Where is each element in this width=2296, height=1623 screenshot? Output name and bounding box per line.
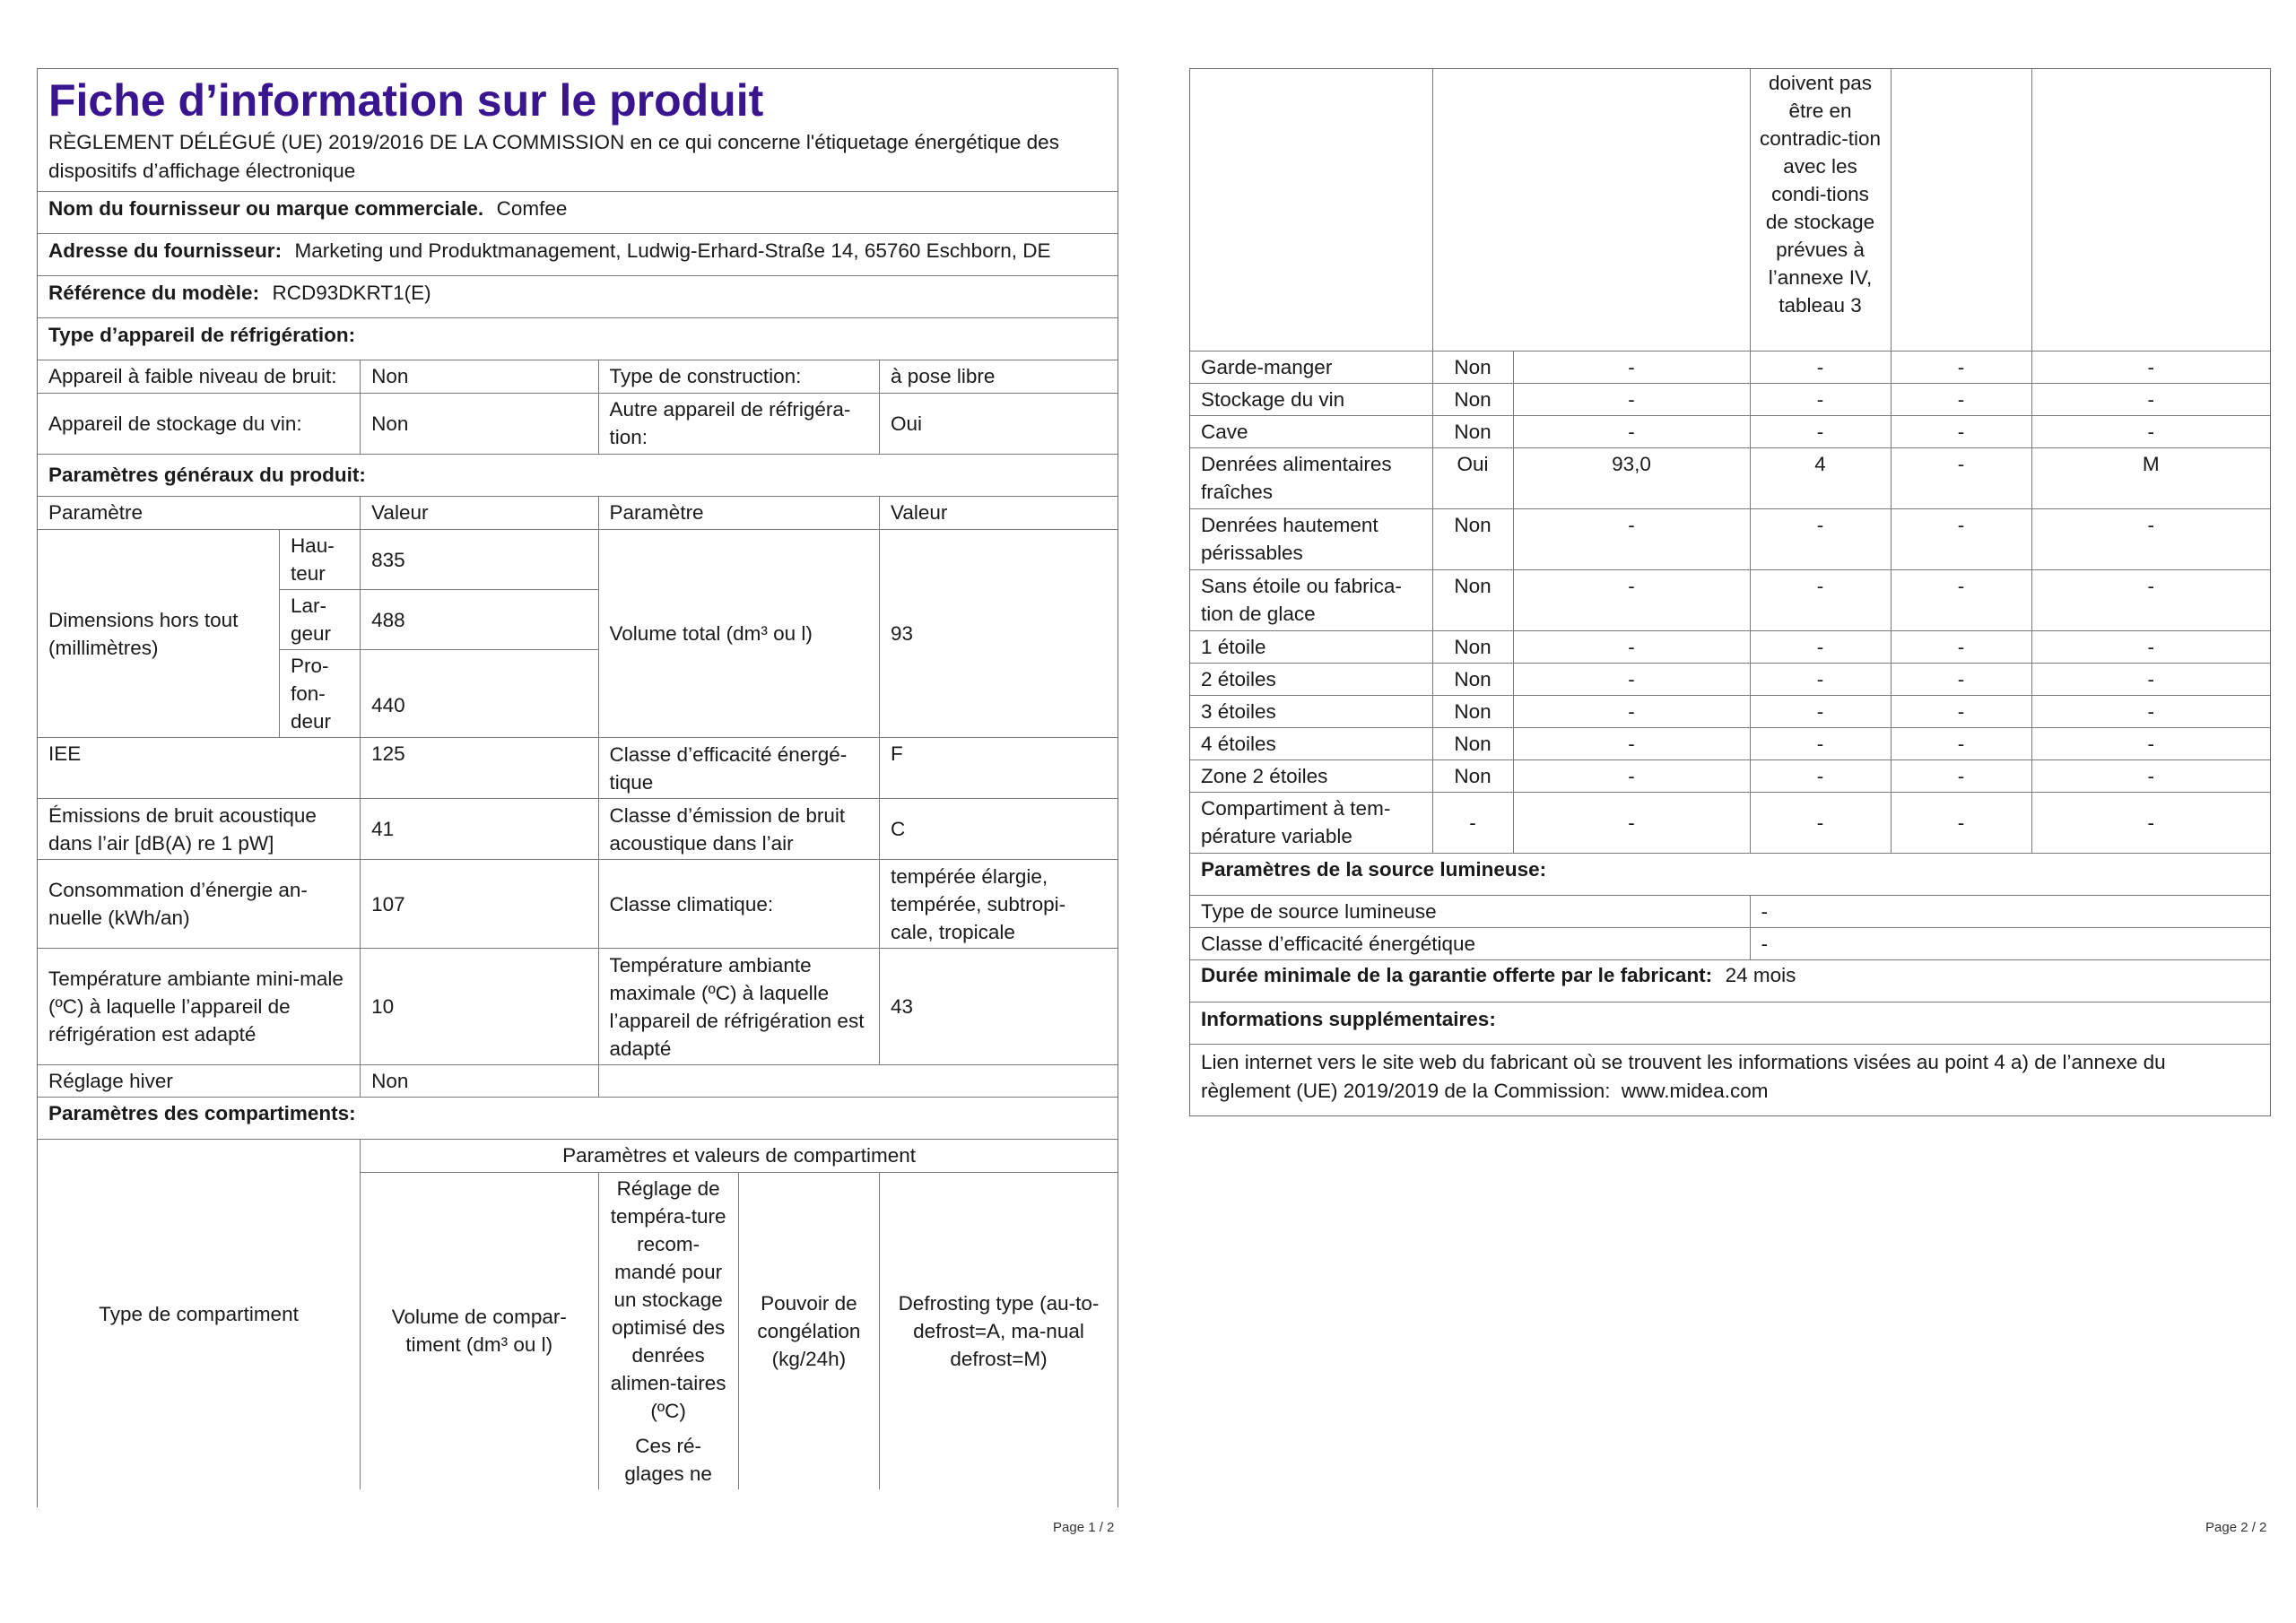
compartment-defrost: M	[2031, 447, 2270, 508]
compartment-name: Stockage du vin	[1190, 383, 1432, 415]
compartment-temp: -	[1750, 759, 1891, 792]
compartment-defrost: -	[2031, 351, 2270, 383]
compartment-name: Garde-manger	[1190, 351, 1432, 383]
compartment-freeze: -	[1891, 569, 2031, 630]
compartment-row	[1190, 508, 2270, 569]
page-title: Fiche d’information sur le produit	[48, 75, 764, 126]
depth-value: 440	[361, 650, 598, 738]
other-value: Oui	[880, 393, 1118, 454]
page-2	[1189, 68, 2271, 1116]
compartment-present: Non	[1432, 569, 1513, 630]
model-value: RCD93DKRT1(E)	[272, 282, 431, 304]
compartment-defrost: -	[2031, 508, 2270, 569]
compartment-row	[1190, 630, 2270, 663]
warranty-label: Durée minimale de la garantie offerte par le fabricant:	[1201, 964, 1713, 986]
supplier-row	[38, 192, 1118, 234]
comp-temp-header-cell	[598, 1172, 738, 1489]
comp-temp-header: Réglage de tempéra-ture recom-mandé pour un stockage optimisé des denrées alimen-taires (ºC)	[610, 1176, 726, 1422]
compartment-volume: -	[1513, 569, 1750, 630]
compartment-defrost: -	[2031, 415, 2270, 447]
appliance-type-table	[38, 360, 1118, 497]
compartment-row	[1190, 663, 2270, 695]
compartment-header-table	[38, 1140, 1118, 1489]
noise-value: 41	[361, 799, 598, 860]
compartment-row	[1190, 415, 2270, 447]
light-heading: Paramètres de la source lumineuse:	[1190, 853, 2270, 895]
comp-defrost-header: Defrosting type (au-to-defrost=A, ma-nual defrost=M)	[880, 1172, 1118, 1489]
compartment-freeze: -	[1891, 508, 2031, 569]
compartment-name: 2 étoiles	[1190, 663, 1432, 695]
construction-label: Type de construction:	[598, 360, 880, 393]
compartment-defrost: -	[2031, 630, 2270, 663]
compartment-row	[1190, 727, 2270, 759]
climate-label: Classe climatique:	[598, 860, 880, 949]
compartment-row	[1190, 351, 2270, 383]
comp-volume-header: Volume de compar-timent (dm³ ou l)	[361, 1172, 598, 1489]
comp-heading: Paramètres des compartiments:	[38, 1098, 1118, 1140]
climate-value: tempérée élargie, tempérée, subtropi-cale, tropicale	[880, 860, 1118, 949]
compartment-freeze: -	[1891, 792, 2031, 853]
light-source-table	[1190, 896, 2270, 961]
compartment-temp: -	[1750, 351, 1891, 383]
header-block	[38, 69, 1118, 192]
eff-class-label: Classe d’efficacité énergé-tique	[598, 738, 880, 799]
compartment-volume: -	[1513, 759, 1750, 792]
width-value: 488	[361, 590, 598, 650]
wine-label: Appareil de stockage du vin:	[38, 393, 361, 454]
model-label: Référence du modèle:	[48, 282, 260, 304]
compartment-temp: -	[1750, 695, 1891, 727]
compartment-temp: 4	[1750, 447, 1891, 508]
compartment-temp: -	[1750, 630, 1891, 663]
page-1	[37, 68, 1118, 1507]
dimensions-label: Dimensions hors tout (millimètres)	[38, 530, 279, 738]
col-value-1: Valeur	[361, 497, 598, 530]
light-class-value: -	[1750, 928, 2270, 960]
address-row	[38, 234, 1118, 276]
compartment-freeze: -	[1891, 727, 2031, 759]
comp-freeze-header: Pouvoir de congélation (kg/24h)	[738, 1172, 879, 1489]
energy-label: Consommation d’énergie an-nuelle (kWh/an)	[38, 860, 361, 949]
eff-class-value: F	[880, 738, 1118, 799]
compartment-volume: -	[1513, 695, 1750, 727]
compartment-temp: -	[1750, 792, 1891, 853]
type-heading: Type d’appareil de réfrigération:	[48, 324, 356, 346]
tmax-value: 43	[880, 949, 1118, 1065]
regulation-text: RÈGLEMENT DÉLÉGUÉ (UE) 2019/2016 DE LA COMMISSION en ce qui concerne l'étiquetage énergétique des dispositifs d’affichage électronique	[48, 131, 1059, 182]
compartment-row	[1190, 383, 2270, 415]
compartment-volume: -	[1513, 792, 1750, 853]
width-label: Lar-geur	[279, 590, 360, 650]
compartment-defrost: -	[2031, 695, 2270, 727]
compartment-temp: -	[1750, 508, 1891, 569]
compartment-freeze: -	[1891, 695, 2031, 727]
col-param-2: Paramètre	[598, 497, 880, 530]
compartment-name: 3 étoiles	[1190, 695, 1432, 727]
compartment-name: Sans étoile ou fabrica-tion de glace	[1190, 569, 1432, 630]
light-type-value: -	[1750, 896, 2270, 928]
compartment-freeze: -	[1891, 351, 2031, 383]
compartment-volume: 93,0	[1513, 447, 1750, 508]
compartment-defrost: -	[2031, 759, 2270, 792]
height-label: Hau-teur	[279, 530, 360, 590]
compartment-defrost: -	[2031, 569, 2270, 630]
compartment-present: Non	[1432, 383, 1513, 415]
height-value: 835	[361, 530, 598, 590]
compartment-temp: -	[1750, 383, 1891, 415]
compartment-row	[1190, 695, 2270, 727]
page-1-footer: Page 1 / 2	[1053, 1520, 1115, 1535]
general-params-table	[38, 497, 1118, 1141]
info-url[interactable]: www.midea.com	[1621, 1080, 1769, 1102]
compartment-defrost: -	[2031, 727, 2270, 759]
page-2-footer: Page 2 / 2	[2205, 1520, 2267, 1535]
compartment-name: 1 étoile	[1190, 630, 1432, 663]
compartment-temp: -	[1750, 727, 1891, 759]
supplier-label: Nom du fournisseur ou marque commerciale.	[48, 197, 484, 220]
compartment-defrost: -	[2031, 792, 2270, 853]
compartment-present: Non	[1432, 630, 1513, 663]
cont-empty-1	[1190, 69, 1432, 351]
noise-label: Émissions de bruit acoustique dans l’air [dB(A) re 1 pW]	[38, 799, 361, 860]
other-label: Autre appareil de réfrigéra-tion:	[598, 393, 880, 454]
comp-type-header: Type de compartiment	[38, 1140, 361, 1489]
compartment-name: Zone 2 étoiles	[1190, 759, 1432, 792]
energy-value: 107	[361, 860, 598, 949]
compartment-present: Non	[1432, 695, 1513, 727]
compartment-row	[1190, 447, 2270, 508]
compartment-volume: -	[1513, 351, 1750, 383]
cont-empty-2	[1432, 69, 1750, 351]
winter-value: Non	[361, 1065, 598, 1098]
volume-value: 93	[880, 530, 1118, 738]
compartment-defrost: -	[2031, 383, 2270, 415]
construction-value: à pose libre	[880, 360, 1118, 393]
col-value-2: Valeur	[880, 497, 1118, 530]
address-value: Marketing und Produktmanagement, Ludwig-Erhard-Straße 14, 65760 Eschborn, DE	[294, 239, 1051, 262]
depth-label: Pro-fon-deur	[279, 650, 360, 738]
compartment-temp: -	[1750, 663, 1891, 695]
compartment-row	[1190, 759, 2270, 792]
compartment-rows	[1190, 351, 2270, 853]
cont-empty-4	[2031, 69, 2270, 351]
compartment-defrost: -	[2031, 663, 2270, 695]
address-label: Adresse du fournisseur:	[48, 239, 283, 262]
compartment-freeze: -	[1891, 383, 2031, 415]
light-class-label: Classe d’efficacité énergétique	[1190, 928, 1750, 960]
low-noise-label: Appareil à faible niveau de bruit:	[38, 360, 361, 393]
compartment-temp: -	[1750, 415, 1891, 447]
type-heading-row	[38, 318, 1118, 360]
info-heading: Informations supplémentaires:	[1201, 1008, 1496, 1030]
cont-empty-3	[1891, 69, 2031, 351]
supplier-value: Comfee	[496, 197, 568, 220]
low-noise-value: Non	[361, 360, 598, 393]
compartment-volume: -	[1513, 727, 1750, 759]
col-param-1: Paramètre	[38, 497, 361, 530]
compartment-present: Non	[1432, 415, 1513, 447]
compartment-table	[1190, 69, 2270, 896]
winter-label: Réglage hiver	[38, 1065, 361, 1098]
warranty-row	[1190, 960, 2270, 1002]
compartment-volume: -	[1513, 508, 1750, 569]
info-text: Lien internet vers le site web du fabricant où se trouvent les informations visées au point 4 a) de l’annexe du règlement (UE) 2019/2019 de la Commission:	[1201, 1051, 2166, 1102]
compartment-present: Non	[1432, 351, 1513, 383]
noise-class-value: C	[880, 799, 1118, 860]
iee-label: IEE	[38, 738, 361, 799]
comp-temp-note-cont: doivent pas être en contradic-tion avec les condi-tions de stockage prévues à l’annexe IV, tableau 3	[1750, 69, 1891, 351]
volume-label: Volume total (dm³ ou l)	[598, 530, 880, 738]
compartment-freeze: -	[1891, 663, 2031, 695]
winter-empty	[598, 1065, 1118, 1098]
tmin-label: Température ambiante mini-male (ºC) à laquelle l’appareil de réfrigération est adapté	[38, 949, 361, 1065]
iee-value: 125	[361, 738, 598, 799]
general-heading: Paramètres généraux du produit:	[38, 454, 1118, 496]
info-row	[1190, 1045, 2270, 1109]
compartment-present: Non	[1432, 663, 1513, 695]
noise-class-label: Classe d’émission de bruit acoustique dans l’air	[598, 799, 880, 860]
compartment-name: Compartiment à tem-pérature variable	[1190, 792, 1432, 853]
compartment-freeze: -	[1891, 630, 2031, 663]
warranty-value: 24 mois	[1725, 964, 1796, 986]
tmax-label: Température ambiante maximale (ºC) à laquelle l’appareil de réfrigération est adapté	[598, 949, 880, 1065]
compartment-present: Non	[1432, 508, 1513, 569]
compartment-name: Cave	[1190, 415, 1432, 447]
comp-temp-note-start: Ces ré-glages ne	[624, 1434, 712, 1485]
compartment-volume: -	[1513, 663, 1750, 695]
comp-params-header: Paramètres et valeurs de compartiment	[361, 1140, 1118, 1172]
compartment-present: Non	[1432, 727, 1513, 759]
compartment-volume: -	[1513, 415, 1750, 447]
light-type-label: Type de source lumineuse	[1190, 896, 1750, 928]
compartment-name: 4 étoiles	[1190, 727, 1432, 759]
compartment-freeze: -	[1891, 759, 2031, 792]
compartment-volume: -	[1513, 383, 1750, 415]
compartment-name: Denrées hautement périssables	[1190, 508, 1432, 569]
compartment-freeze: -	[1891, 447, 2031, 508]
info-heading-row	[1190, 1002, 2270, 1045]
compartment-row	[1190, 792, 2270, 853]
compartment-present: Non	[1432, 759, 1513, 792]
wine-value: Non	[361, 393, 598, 454]
compartment-present: -	[1432, 792, 1513, 853]
tmin-value: 10	[361, 949, 598, 1065]
compartment-name: Denrées alimentaires fraîches	[1190, 447, 1432, 508]
model-row	[38, 276, 1118, 318]
compartment-temp: -	[1750, 569, 1891, 630]
compartment-present: Oui	[1432, 447, 1513, 508]
compartment-volume: -	[1513, 630, 1750, 663]
compartment-freeze: -	[1891, 415, 2031, 447]
compartment-row	[1190, 569, 2270, 630]
